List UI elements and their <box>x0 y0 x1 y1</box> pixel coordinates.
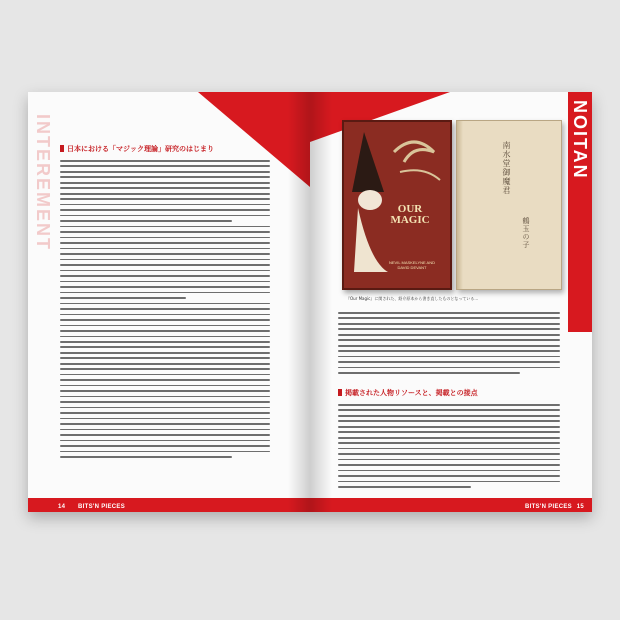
inside-handwriting-1: 南水堂御魔君 <box>502 141 511 195</box>
right-vertical-title: NOITAN <box>570 100 590 180</box>
inside-page-fold <box>457 121 463 289</box>
book-inside-page-image <box>456 120 562 290</box>
right-page <box>310 92 592 512</box>
book-title: OUR MAGIC <box>390 203 430 226</box>
right-gutter-shadow <box>310 92 332 512</box>
book-cover-image <box>342 120 452 290</box>
book-authors: NEVIL MASKELYNE AND DAVID DEVANT <box>388 260 435 270</box>
section-heading-2: 掲載された人物リソースと、掲載との接点 <box>338 388 478 398</box>
inside-handwriting-2: 鶴玉の子 <box>522 217 530 249</box>
body-text-upper <box>338 312 560 378</box>
section-heading: 日本における「マジック理論」研究のはじまり <box>60 144 214 154</box>
left-watermark-text: INTEREMENT <box>33 114 53 251</box>
body-text <box>60 160 270 462</box>
left-page <box>28 92 310 512</box>
image-caption: 『Our Magic』に関された、紹介原本から書き直したものとなっている... <box>346 296 479 301</box>
body-text-lower <box>338 404 560 492</box>
right-page-number: 15 <box>576 504 584 510</box>
left-gutter-shadow <box>288 92 310 512</box>
left-footer-band <box>28 498 310 512</box>
left-page-number: 14 <box>58 504 66 510</box>
magazine-spread <box>28 92 592 512</box>
left-footer-label: BITS'N PIECES <box>78 504 126 510</box>
right-footer-label: BITS'N PIECES <box>524 504 572 510</box>
